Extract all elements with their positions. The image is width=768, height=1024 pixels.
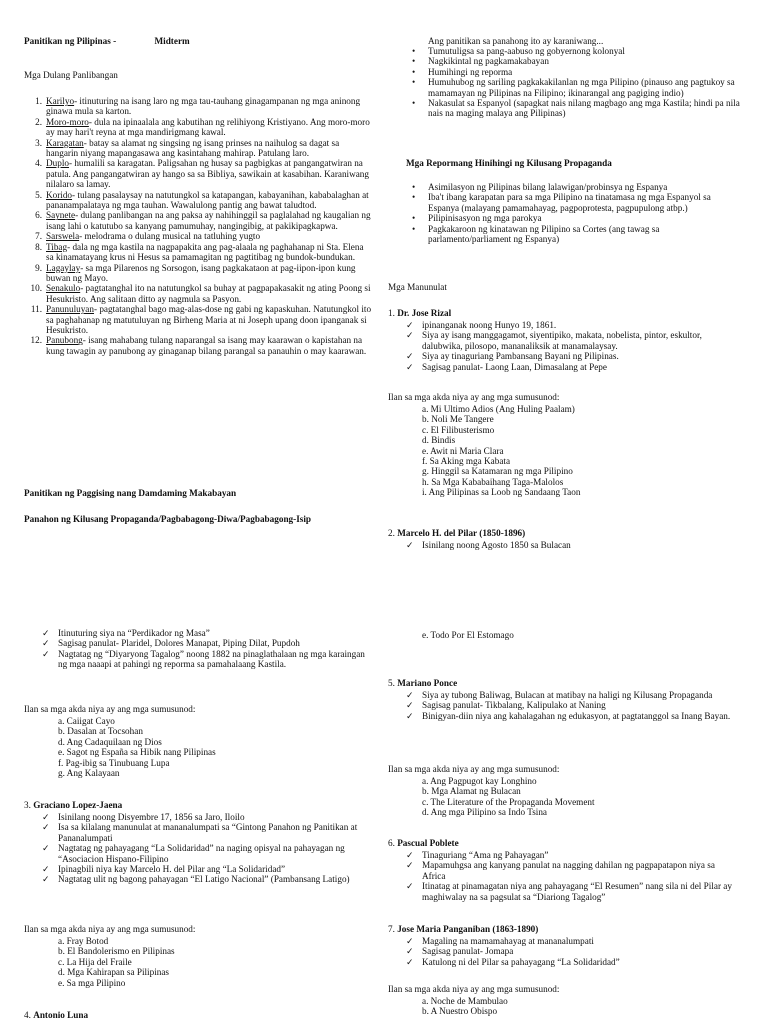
check-mark-icon: ✓	[42, 843, 50, 854]
dula-item	[24, 335, 372, 356]
delpilar-work: e. Sagot ng España sa Hibik nang Pilipinas	[58, 747, 216, 758]
dula-item-term: Lagaylay	[46, 262, 81, 273]
delpilar-work: g. Ang Kalayaan	[58, 768, 120, 779]
graciano-detail-text: Nagtatag ulit ng bagong pahayagan “El Latigo Nacional” (Pambansang Latigo)	[58, 874, 350, 885]
poblete-detail	[388, 850, 740, 860]
dula-item-number: 8.	[35, 241, 42, 252]
dula-item-number: 4.	[35, 158, 42, 169]
poblete-name: Pascual Poblete	[397, 838, 459, 848]
rizal-work: f. Sa Aking mga Kabata	[422, 456, 511, 467]
check-mark-icon: ✓	[406, 710, 414, 721]
dula-item-number: 1.	[35, 96, 42, 106]
dula-heading: Mga Dulang Panlibangan	[24, 70, 118, 80]
check-mark-icon: ✓	[406, 320, 414, 330]
rizal-work: d. Bindis	[422, 435, 456, 446]
trait-item: • Nakasulat sa Espanyol (sapagkat nais nilang magbago ang mga Kastila; hindi pa nila nais na maging malaya ang Pilipinas)	[388, 98, 740, 119]
rizal-detail-text: Siya ay isang manggagamot, siyentipiko, makata, nobelista, pintor, eskultor, dalubwika, pilosopo, mananaliksik at manamalaysay.	[422, 330, 702, 351]
ponce-detail-text: Siya ay tubong Baliwag, Bulacan at matibay na haligi ng Kilusang Propaganda	[422, 690, 713, 700]
dula-item-term: Karagatan	[46, 137, 84, 148]
delpilar-detail	[24, 638, 372, 648]
panganiban-detail	[388, 957, 740, 967]
graciano-work: a. Fray Botod	[58, 936, 109, 946]
graciano-detail	[24, 874, 372, 884]
dula-item-body	[46, 242, 372, 263]
ponce-details	[388, 690, 740, 721]
check-mark-icon: ✓	[42, 628, 50, 638]
poblete-heading	[388, 838, 740, 848]
panganiban-detail-text: Sagisag panulat- Jomapa	[422, 946, 514, 957]
dula-item-term: Senakulo	[46, 283, 81, 294]
delpilar-work: f. Pag-ibig sa Tinubuang Lupa	[58, 757, 170, 768]
dula-item-term: Panubong	[46, 335, 83, 346]
trait-item: • Tumutuligsa sa pang-aabuso ng gobyernong kolonyal	[388, 46, 740, 56]
dula-item-body	[46, 263, 372, 284]
panganiban-akda-label: Ilan sa mga akda niya ay ang mga sumusunod:	[388, 984, 560, 994]
poblete-details	[388, 850, 740, 902]
dula-item-term: Sarswela	[46, 231, 80, 242]
check-mark-icon: ✓	[406, 700, 414, 711]
ponce-work: c. The Literature of the Propaganda Movement	[422, 796, 595, 807]
delpilar-detail-text: Isinilang noong Agosto 1850 sa Bulacan	[422, 540, 571, 550]
rizal-detail	[388, 362, 740, 372]
check-mark-icon: ✓	[42, 648, 50, 659]
delpilar-details-continued	[24, 628, 372, 670]
reporma-item: • Pagkakaroon ng kinatawan ng Pilipino sa Cortes (ang tawag sa parlamento/parliament ng Espanya)	[388, 224, 740, 245]
rizal-work: i. Ang Pilipinas sa Loob ng Sandaang Taon	[422, 487, 581, 498]
dula-item-body	[46, 231, 260, 241]
dula-item	[24, 283, 372, 304]
rizal-works-list	[388, 404, 740, 498]
dula-item-definition: - dala ng mga kastila na nagpapakita ang pag-alaala ng paghahanap ni Sta. Elena sa kinamatayang krus ni Hesus sa pamamagitan ng pagtitibag ng bundok-bundukan.	[46, 241, 364, 263]
dula-item-body	[46, 158, 372, 189]
rizal-detail-text: Siya ay tinaguriang Pambansang Bayani ng Pilipinas.	[422, 351, 619, 362]
reporma-list	[388, 182, 740, 244]
document-header	[24, 36, 372, 46]
dula-item-body	[46, 138, 372, 159]
check-mark-icon: ✓	[406, 956, 414, 967]
check-mark-icon: ✓	[406, 850, 414, 860]
panganiban-detail-text: Katulong ni del Pilar sa pahayagang “La Solidaridad”	[422, 956, 620, 967]
graciano-work: d. Mga Kahirapan sa Pilipinas	[58, 967, 169, 978]
graciano-number: 3.	[24, 800, 34, 810]
panganiban-detail-text: Magaling na mamamahayag at mananalumpati	[422, 936, 594, 946]
poblete-detail	[388, 881, 740, 902]
reporma-heading: Mga Repormang Hinihingi ng Kilusang Propaganda	[406, 158, 612, 168]
check-mark-icon: ✓	[42, 812, 50, 822]
graciano-detail-text: Ipinagbili niya kay Marcelo H. del Pilar ang “La Solidaridad”	[58, 864, 286, 875]
section-heading-propaganda: Panahon ng Kilusang Propaganda/Pagbabagong-Diwa/Pagbabagong-Isip	[24, 514, 312, 524]
ponce-heading	[388, 678, 740, 688]
dula-item-number: 6.	[35, 210, 42, 221]
dula-item-definition: - batay sa alamat ng singsing ng isang prinses na naihulog sa dagat sa hangarin niyang mapangasawa ang kasintahang mahirap. Patulang laro.	[46, 137, 340, 159]
graciano-detail	[24, 864, 372, 874]
check-mark-icon: ✓	[406, 330, 414, 341]
check-mark-icon: ✓	[42, 864, 50, 875]
graciano-work: e. Sa mga Pilipino	[58, 977, 126, 988]
dula-item	[24, 138, 372, 159]
dula-item-term: Panunuluyan	[46, 304, 94, 315]
ponce-work: b. Mga Alamat ng Bulacan	[422, 786, 521, 797]
delpilar-detail	[388, 540, 740, 550]
ponce-works-list	[388, 776, 740, 818]
delpilar-detail	[24, 649, 372, 670]
panganiban-number: 7.	[388, 924, 398, 934]
dula-item-definition: - isang mahabang tulang naparangal sa isang may kaarawan o kapistahan na kung tawagin ay panubong ay ginaganap bilang parangal sa panauhin o may kaarawan.	[46, 335, 367, 356]
check-mark-icon: ✓	[406, 361, 414, 372]
delpilar-work: b. Dasalan at Tocsohan	[58, 726, 143, 737]
dula-item-number: 7.	[35, 231, 42, 242]
delpilar-name: Marcelo H. del Pilar (1850-1896)	[397, 528, 526, 538]
dula-item-definition: - pagtatanghal ito na natutungkol sa buhay at pagpapakasakit ng ating Poong si Hesukristo. Ang salitaan ditto ay nagmula sa Pasyon.	[46, 283, 371, 304]
dula-item-body	[46, 283, 372, 304]
dula-item	[24, 210, 372, 231]
dula-item	[24, 242, 372, 263]
reporma-item: • Pilipinisasyon ng mga parokya	[388, 213, 740, 223]
check-mark-icon: ✓	[42, 874, 50, 885]
delpilar-detail-text: Itinuturing siya na “Perdikador ng Masa”	[58, 628, 210, 638]
panganiban-name: Jose Maria Panganiban (1863-1890)	[397, 924, 539, 934]
dula-item	[24, 190, 372, 211]
check-mark-icon: ✓	[406, 881, 414, 892]
panganiban-detail	[388, 946, 740, 956]
rizal-name: Dr. Jose Rizal	[397, 308, 452, 318]
dula-item	[24, 263, 372, 284]
poblete-detail-text: Itinatag at pinamagatan niya ang pahayagang “El Resumen” nang sila ni del Pilar ay maghiwalay na sa pagsulat sa “Diariong Tagalog”	[422, 881, 732, 902]
delpilar-detail	[24, 628, 372, 638]
dula-item	[24, 304, 372, 335]
dula-item-definition: - dula na ipinaalala ang kabutihan ng relihiyong Kristiyano. Ang moro-moro ay may hari't reyna at mga mandirigmang kawal.	[46, 116, 370, 138]
poblete-number: 6.	[388, 838, 398, 848]
dula-item-definition: - itinuturing na isang laro ng mga tau-tauhang ginagampanan ng mga aninong ginawa mula sa karton.	[46, 96, 361, 117]
graciano-work: c. La Hija del Fraile	[58, 956, 132, 967]
dula-item-term: Korido	[46, 189, 73, 200]
ponce-work: a. Ang Pagpugot kay Longhino	[422, 776, 537, 786]
rizal-work: b. Noli Me Tangere	[422, 414, 494, 425]
graciano-detail	[24, 843, 372, 864]
dula-item-number: 3.	[35, 137, 42, 148]
delpilar-akda-tail: e. Todo Por El Estomago	[422, 630, 514, 640]
section-heading-paggising: Panitikan ng Paggising nang Damdaming Makabayan	[24, 488, 237, 498]
manunulat-heading: Mga Manunulat	[388, 282, 447, 292]
delpilar-work: d. Ang Cadaquilaan ng Dios	[58, 736, 162, 747]
dula-item	[24, 117, 372, 138]
trait-item: • Humihingi ng reporma	[388, 67, 740, 77]
dula-item-body	[46, 190, 372, 211]
check-mark-icon: ✓	[42, 638, 50, 649]
rizal-number: 1.	[388, 308, 398, 318]
delpilar-number: 2.	[388, 528, 398, 538]
rizal-detail-text: Sagisag panulat- Laong Laan, Dimasalang at Pepe	[422, 361, 607, 372]
rizal-detail	[388, 320, 740, 330]
dula-item-definition: - dulang panlibangan na ang paksa ay nahihinggil sa paglalahad ng kaugalian ng isang lahi o katutubo sa kanyang pamumuhay, nangingibig, at pakikipagkapwa.	[46, 210, 371, 231]
delpilar-details	[388, 540, 740, 550]
trait-item: • Humuhubog ng sariling pagkakakilanlan ng mga Pilipino (pinauso ang pagtukoy sa mamamayan ng Pilipinas na Filipino; ikinarangal ang pagiging indio)	[388, 77, 740, 98]
dula-item-number: 10.	[30, 283, 42, 294]
dula-item-term: Tibag	[46, 241, 68, 252]
dula-item-term: Karilyo	[46, 96, 75, 106]
ponce-detail	[388, 711, 740, 721]
graciano-detail-text: Isinilang noong Disyembre 17, 1856 sa Jaro, Iloilo	[58, 812, 245, 822]
panganiban-works-list	[388, 996, 740, 1017]
rizal-work: e. Awit ni Maria Clara	[422, 445, 504, 456]
dula-item	[24, 158, 372, 189]
panganiban-work: a. Noche de Mambulao	[422, 996, 508, 1006]
rizal-detail	[388, 330, 740, 351]
check-mark-icon: ✓	[406, 860, 414, 871]
rizal-detail-text: ipinanganak noong Hunyo 19, 1861.	[422, 320, 557, 330]
rizal-work: h. Sa Mga Kababaihang Taga-Malolos	[422, 476, 564, 487]
panganiban-work: b. A Nuestro Obispo	[422, 1006, 498, 1017]
delpilar-detail-text: Nagtatag ng “Diyaryong Tagalog” noong 1882 na pinaglathalaan ng mga karaingan ng mga naaapi at pahingi ng reporma sa pamahalaang Kastila.	[58, 648, 365, 670]
dula-item-definition: - pagtatanghal bago mag-alas-dose ng gabi ng kapaskuhan. Natutungkol ito sa paghahanap ng matutuluyan ng Birheng Maria at ni Joseph upang doon ipanganak si Hesukristo.	[46, 304, 372, 335]
ponce-detail	[388, 690, 740, 700]
luna-name: Antonio Luna	[33, 1010, 89, 1020]
ponce-work: d. Ang mga Pilipino sa Indo Tsina	[422, 807, 548, 818]
delpilar-works-list	[24, 716, 372, 778]
rizal-work: c. El Filibusterismo	[422, 424, 495, 435]
course-title: Panitikan ng Pilipinas -	[24, 36, 117, 46]
dula-item-body	[46, 117, 372, 138]
luna-number: 4.	[24, 1010, 34, 1020]
panganiban-heading	[388, 924, 740, 934]
dula-item-body	[46, 210, 372, 231]
rizal-work: g. Hinggil sa Katamaran ng mga Pilipino	[422, 466, 573, 477]
delpilar-detail-text: Sagisag panulat- Plaridel, Dolores Manapat, Piping Dilat, Pupdoh	[58, 638, 300, 649]
dula-item-definition: - sa mga Pilarenos ng Sorsogon, isang pagkakataon at pag-iipon-ipon kung buwan ng Mayo.	[46, 262, 356, 283]
continuation-line: Ang panitikan sa panahong ito ay karaniwang...	[428, 36, 604, 46]
dula-item	[24, 231, 372, 241]
check-mark-icon: ✓	[406, 690, 414, 700]
ponce-detail-text: Sagisag panulat- Tikbalang, Kalipulako at Naning	[422, 700, 606, 711]
trait-item: • Nagkikintal ng pagkamakabayan	[388, 56, 740, 66]
dula-item-body	[46, 96, 372, 117]
check-mark-icon: ✓	[406, 946, 414, 957]
reporma-item: • Iba't ibang karapatan para sa mga Pilipino na tinatamasa ng mga Espanyol sa Espanya (malayang pamamahayag, pagpoprotesta, pagpupulong atbp.)	[388, 192, 740, 213]
graciano-name: Graciano Lopez-Jaena	[33, 800, 123, 810]
dula-item-term: Duplo	[46, 158, 69, 169]
dula-item-body	[46, 304, 372, 335]
rizal-detail	[388, 351, 740, 361]
dula-item-definition: - humalili sa karagatan. Paligsahan ng husay sa pagbigkas at pangangatwiran na patula. Ang pangangatwiran ay hango sa sa Bibliya, sawikain at kasabihan. Karaniwang nilalaro sa lamay.	[46, 158, 369, 190]
delpilar-heading	[388, 528, 740, 538]
check-mark-icon: ✓	[406, 936, 414, 946]
delpilar-work: a. Caiigat Cayo	[58, 716, 115, 726]
graciano-detail-text: Nagtatag ng pahayagang “La Solidaridad” na naging opisyal na pahayagan ng “Asociacion Hispano-Filipino	[58, 843, 345, 864]
poblete-detail	[388, 860, 740, 881]
dula-item-body	[46, 335, 372, 356]
ponce-detail-text: Binigyan-diin niya ang kahalagahan ng edukasyon, at pagtatanggol sa Inang Bayan.	[422, 710, 731, 721]
check-mark-icon: ✓	[406, 540, 414, 550]
ponce-detail	[388, 700, 740, 710]
graciano-works-list	[24, 936, 372, 988]
dula-item-definition: - tulang pasalaysay na natutungkol sa katapangan, kabayanihan, kababalaghan at pananampalataya ng mga tauhan. Wawalulong pantig ang bawat taludtod.	[46, 189, 369, 211]
rizal-work: a. Mi Ultimo Adios (Ang Huling Paalam)	[422, 404, 575, 414]
panganiban-detail	[388, 936, 740, 946]
rizal-heading	[388, 308, 740, 318]
dula-item-number: 2.	[35, 116, 42, 127]
reporma-item: • Asimilasyon ng Pilipinas bilang lalawigan/probinsya ng Espanya	[388, 182, 740, 192]
graciano-work: b. El Bandolerismo en Pilipinas	[58, 946, 175, 957]
ponce-name: Mariano Ponce	[397, 678, 458, 688]
graciano-heading	[24, 800, 372, 810]
poblete-detail-text: Mapamuhgsa ang kanyang panulat na nagging dahilan ng pagpapatapon niya sa Africa	[422, 860, 715, 881]
graciano-detail	[24, 822, 372, 843]
dula-item-number: 12.	[30, 335, 42, 346]
ponce-akda-label: Ilan sa mga akda niya ay ang mga sumusunod:	[388, 764, 560, 774]
graciano-detail	[24, 812, 372, 822]
graciano-akda-label: Ilan sa mga akda niya ay ang mga sumusunod:	[24, 924, 196, 934]
dula-item-number: 9.	[35, 262, 42, 273]
rizal-akda-label: Ilan sa mga akda niya ay ang mga sumusunod:	[388, 392, 560, 402]
graciano-details	[24, 812, 372, 885]
term-label: Midterm	[154, 36, 190, 46]
panganiban-details	[388, 936, 740, 967]
dula-item-term: Moro-moro	[46, 116, 89, 127]
delpilar-akda-label: Ilan sa mga akda niya ay ang mga sumusunod:	[24, 704, 196, 714]
ponce-number: 5.	[388, 678, 398, 688]
check-mark-icon: ✓	[42, 822, 50, 833]
dula-item-definition: - melodrama o dulang musical na tatluhing yugto	[79, 231, 261, 242]
graciano-detail-text: Isa sa kilalang manunulat at mananalumpati sa “Gintong Panahon ng Panitikan at Pananalumpati	[58, 822, 358, 843]
dula-item-number: 11.	[30, 304, 42, 315]
rizal-details	[388, 320, 740, 372]
poblete-detail-text: Tinaguriang “Ama ng Pahayagan”	[422, 850, 549, 860]
luna-heading	[24, 1010, 372, 1020]
check-mark-icon: ✓	[406, 351, 414, 362]
dula-item	[24, 96, 372, 117]
dula-item-number: 5.	[35, 189, 42, 200]
dula-list	[24, 96, 372, 356]
dula-item-term: Saynete	[46, 210, 76, 221]
panitikan-traits-list	[388, 46, 740, 119]
